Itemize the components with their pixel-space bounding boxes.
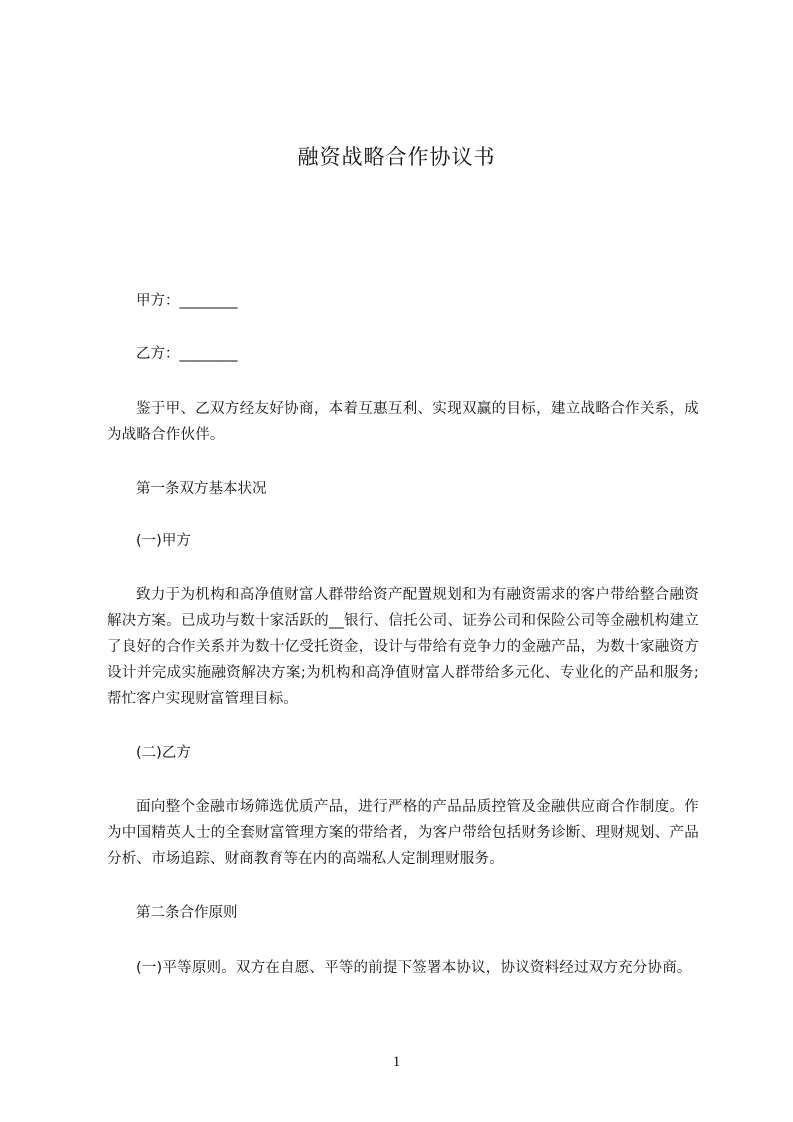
article1-party-a-paragraph: 致力于为机构和高净值财富人群带给资产配置规划和为有融资需求的客户带给整合融资解决方案。已成功与数十家活跃的__银行、信托公司、证券公司和保险公司等金融机构建立了良好的合作关系并为数十亿受托资金，设计与带给有竞争力的金融产品，为数十家融资方设计并完成实施融资解决方案;为机构和高净值财富人群带给多元化、专业化的产品和服务;帮忙客户实现财富管理目标。: [107, 587, 699, 707]
party-b-line: 乙方：________: [136, 346, 238, 362]
article1-heading: 第一条双方基本状况: [136, 481, 267, 497]
intro-paragraph: 鉴于甲、乙双方经友好协商，本着互惠互利、实现双赢的目标，建立战略合作关系，成为战略合作伙伴。: [107, 401, 699, 443]
article2-item1-paragraph: (一)平等原则。双方在自愿、平等的前提下签署本协议，协议资料经过双方充分协商。: [136, 960, 692, 976]
article1-party-b-heading: (二)乙方: [136, 745, 191, 761]
party-a-line: 甲方：________: [136, 293, 238, 309]
article1-party-b-paragraph: 面向整个金融市场筛选优质产品，进行严格的产品品质控管及金融供应商合作制度。作为中国精英人士的全套财富管理方案的带给者，为客户带给包括财务诊断、理财规划、产品分析、市场追踪、财商教育等在内的高端私人定制理财服务。: [107, 799, 699, 867]
page-number: 1: [392, 1054, 401, 1070]
document-title: 融资战略合作协议书: [297, 145, 496, 169]
article1-party-a-heading: (一)甲方: [136, 533, 191, 549]
article2-heading: 第二条合作原则: [136, 905, 238, 921]
